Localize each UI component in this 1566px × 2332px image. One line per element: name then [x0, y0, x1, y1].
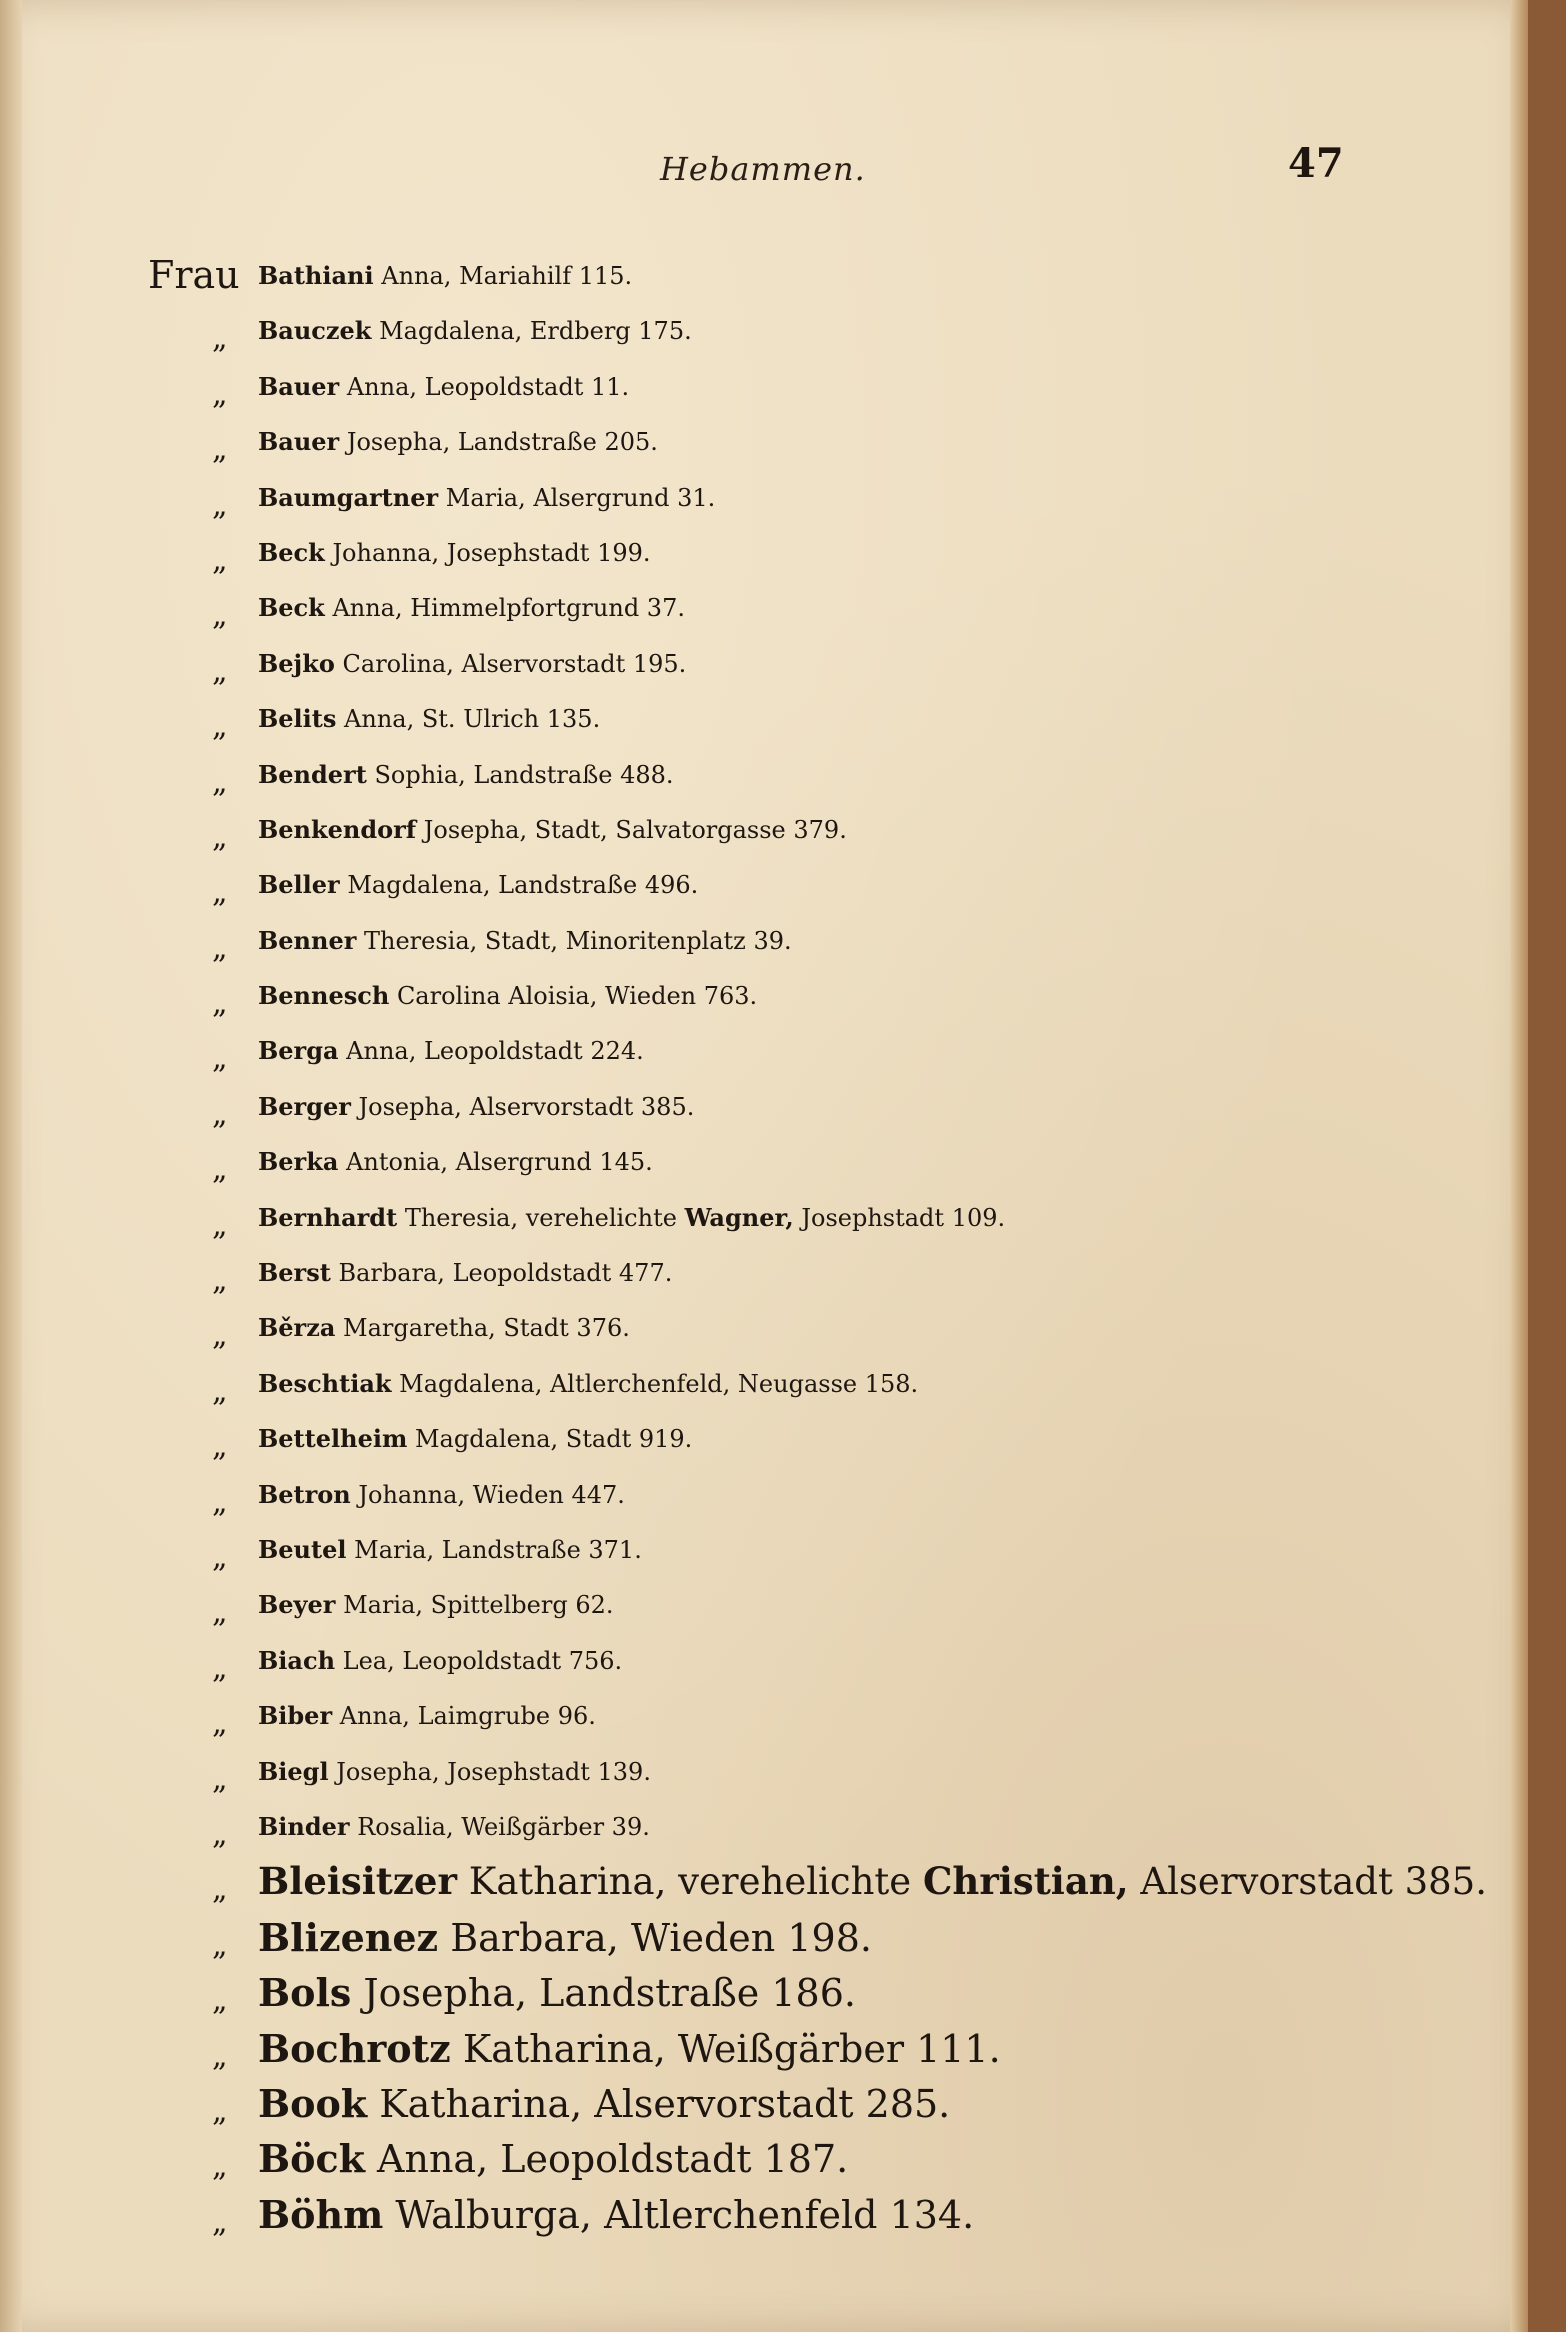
- surname: Bernhardt: [258, 1202, 398, 1232]
- ditto-mark: „: [212, 487, 228, 523]
- surname: Biegl: [258, 1756, 329, 1786]
- ditto-mark: „: [212, 1429, 228, 1465]
- surname: Bols: [258, 1970, 352, 2016]
- entry-details: Anna, Mariahilf 115.: [381, 262, 633, 290]
- entry-details: Katharina, Alservorstadt 285.: [379, 2081, 951, 2126]
- entry-details: Magdalena, Stadt 919.: [414, 1425, 693, 1454]
- ditto-mark: „: [212, 1041, 228, 1077]
- entry-details: Magdalena, Altlerchenfeld, Neugasse 158.: [399, 1369, 919, 1398]
- ditto-mark: „: [212, 1096, 228, 1132]
- surname: Betron: [258, 1479, 351, 1509]
- entry-details: Barbara, Wieden 198.: [450, 1915, 872, 1960]
- surname: Bejko: [258, 648, 335, 678]
- ditto-mark: „: [212, 1983, 228, 2019]
- surname: Bochrotz: [258, 2025, 451, 2071]
- surname: Berga: [258, 1036, 339, 1066]
- entry-details: Carolina, Alservorstadt 195.: [342, 649, 687, 678]
- ditto-mark: „: [212, 1263, 228, 1299]
- ditto-mark: „: [212, 1816, 228, 1852]
- ditto-mark: „: [212, 1706, 228, 1742]
- entry-details: Josepha, Landstraße 205.: [346, 428, 658, 457]
- entry-details: Anna, St. Ulrich 135.: [344, 705, 601, 734]
- list-item: [148, 470, 1487, 525]
- surname: Bleisitzer: [258, 1859, 457, 1904]
- ditto-mark: „: [212, 376, 228, 412]
- surname: Bathiani: [258, 261, 374, 290]
- list-item: [148, 1522, 1487, 1577]
- list-item: [148, 1577, 1487, 1632]
- surname: Belits: [258, 704, 337, 734]
- entry-details: Margaretha, Stadt 376.: [343, 1314, 630, 1343]
- ditto-mark: „: [212, 930, 228, 966]
- entry-details: Rosalia, Weißgärber 39.: [357, 1812, 650, 1841]
- surname: Bauer: [258, 371, 340, 401]
- title-prefix: Frau: [148, 253, 240, 297]
- entry-details: Carolina Aloisia, Wieden 763.: [396, 982, 758, 1011]
- entry-details: Theresia, verehelichte: [404, 1203, 677, 1232]
- entry-details: Maria, Alsergrund 31.: [445, 483, 716, 512]
- list-item: [148, 2131, 1487, 2186]
- ditto-mark: „: [212, 875, 228, 911]
- surname: Böhm: [258, 2191, 384, 2237]
- list-item: [148, 1965, 1487, 2020]
- list-item: [148, 913, 1487, 968]
- surname: Beller: [258, 870, 340, 900]
- entry-details: Johanna, Josephstadt 199.: [332, 538, 651, 567]
- surname: Berger: [258, 1091, 351, 1121]
- entry-details: Josepha, Alservorstadt 385.: [358, 1092, 695, 1121]
- list-item: [148, 1190, 1487, 1245]
- page-number: 47: [1288, 140, 1344, 187]
- list-item: [148, 1688, 1487, 1743]
- surname: Berka: [258, 1147, 339, 1177]
- entry-details: Katharina, Weißgärber 111.: [462, 2026, 1001, 2071]
- ditto-mark: „: [212, 542, 228, 578]
- ditto-mark: „: [212, 1373, 228, 1409]
- entry-details: Anna, Leopoldstadt 187.: [377, 2137, 849, 2182]
- list-item: [148, 857, 1487, 912]
- entry-details: Anna, Himmelpfortgrund 37.: [332, 594, 685, 623]
- surname: Blizenez: [258, 1914, 439, 1960]
- ditto-mark: „: [212, 321, 228, 357]
- entry-details: Sophia, Landstraße 488.: [374, 760, 674, 789]
- list-item: [148, 359, 1487, 414]
- list-item: [148, 1023, 1487, 1078]
- list-item: [148, 1633, 1487, 1688]
- ditto-mark: „: [212, 819, 228, 855]
- ditto-mark: „: [212, 709, 228, 745]
- entry-address: Alservorstadt 385.: [1140, 1860, 1487, 1904]
- list-item: [148, 414, 1487, 469]
- list-item: [148, 1799, 1487, 1854]
- list-item: [148, 747, 1487, 802]
- entry-details: Barbara, Leopoldstadt 477.: [338, 1259, 673, 1288]
- list-item: [148, 303, 1487, 358]
- list-item: [148, 1356, 1487, 1411]
- ditto-mark: „: [212, 653, 228, 689]
- surname: Bauer: [258, 427, 340, 457]
- entry-details: Lea, Leopoldstadt 756.: [342, 1646, 623, 1675]
- list-item: [148, 1467, 1487, 1522]
- surname: Bendert: [258, 759, 367, 789]
- list-item: [148, 1300, 1487, 1355]
- entry-details: Antonia, Alsergrund 145.: [346, 1148, 653, 1177]
- entry-address: Josephstadt 109.: [801, 1203, 1006, 1232]
- surname: Běrza: [258, 1313, 336, 1343]
- ditto-mark: „: [212, 764, 228, 800]
- entry-details: Anna, Leopoldstadt 11.: [346, 372, 630, 401]
- list-item: [148, 580, 1487, 635]
- entry-details: Josepha, Josephstadt 139.: [336, 1757, 651, 1786]
- surname: Bauczek: [258, 316, 372, 346]
- list-item: [148, 1411, 1487, 1466]
- entry-details: Magdalena, Erdberg 175.: [379, 317, 692, 346]
- entry-details: Johanna, Wieden 447.: [358, 1480, 625, 1509]
- ditto-mark: „: [212, 1872, 228, 1908]
- surname: Beutel: [258, 1534, 347, 1564]
- list-item: [148, 2021, 1487, 2076]
- surname: Benner: [258, 925, 357, 955]
- entry-details: Magdalena, Landstraße 496.: [347, 871, 699, 900]
- list-item: [148, 1245, 1487, 1300]
- entry-details: Anna, Laimgrube 96.: [339, 1702, 596, 1731]
- surname: Bettelheim: [258, 1424, 408, 1454]
- surname: Berst: [258, 1258, 331, 1288]
- entry-details: Maria, Spittelberg 62.: [343, 1591, 614, 1620]
- ditto-mark: „: [212, 1650, 228, 1686]
- surname: Beck: [258, 537, 325, 567]
- ditto-mark: „: [212, 2038, 228, 2074]
- surname: Biber: [258, 1701, 333, 1731]
- running-header: Hebammen.: [660, 150, 866, 188]
- ditto-mark: „: [212, 598, 228, 634]
- list-item: [148, 636, 1487, 691]
- entry-details: Katharina, verehelichte: [468, 1860, 912, 1904]
- surname: Beyer: [258, 1590, 336, 1620]
- entry-details: Anna, Leopoldstadt 224.: [346, 1037, 644, 1066]
- page-gutter: [0, 0, 22, 2332]
- list-item: [148, 248, 1487, 303]
- list-item: [148, 691, 1487, 746]
- ditto-mark: „: [212, 1318, 228, 1354]
- list-item: [148, 2076, 1487, 2131]
- entry-details: Josepha, Landstraße 186.: [363, 1971, 856, 2016]
- list-item: [148, 1910, 1487, 1965]
- entry-details: Theresia, Stadt, Minoritenplatz 39.: [364, 926, 792, 955]
- surname: Beck: [258, 593, 325, 623]
- ditto-mark: „: [212, 2149, 228, 2185]
- surname: Bennesch: [258, 981, 390, 1011]
- ditto-mark: „: [212, 2093, 228, 2129]
- ditto-mark: „: [212, 1152, 228, 1188]
- midwife-list: [148, 248, 1487, 2242]
- list-item: [148, 802, 1487, 857]
- married-name: Wagner,: [684, 1202, 794, 1232]
- ditto-mark: „: [212, 986, 228, 1022]
- ditto-mark: „: [212, 2204, 228, 2240]
- surname: Beschtiak: [258, 1368, 392, 1398]
- ditto-mark: „: [212, 1207, 228, 1243]
- ditto-mark: „: [212, 1484, 228, 1520]
- surname: Baumgartner: [258, 482, 439, 512]
- list-item: [148, 1744, 1487, 1799]
- list-item: [148, 968, 1487, 1023]
- surname: Benkendorf: [258, 814, 417, 844]
- ditto-mark: „: [212, 1927, 228, 1963]
- list-item: [148, 1079, 1487, 1134]
- ditto-mark: „: [212, 1595, 228, 1631]
- surname: Book: [258, 2080, 368, 2126]
- list-item: [148, 2187, 1487, 2242]
- surname: Böck: [258, 2136, 365, 2182]
- married-name: Christian,: [922, 1859, 1129, 1904]
- ditto-mark: „: [212, 432, 228, 468]
- ditto-mark: „: [212, 1761, 228, 1797]
- list-item: [148, 525, 1487, 580]
- entry-details: Walburga, Altlerchenfeld 134.: [395, 2192, 975, 2237]
- ditto-mark: „: [212, 1539, 228, 1575]
- entry-details: Josepha, Stadt, Salvatorgasse 379.: [423, 815, 847, 844]
- page-edge: [1510, 0, 1528, 2332]
- list-item: [148, 1134, 1487, 1189]
- surname: Binder: [258, 1811, 350, 1841]
- list-item: [148, 1854, 1487, 1909]
- surname: Biach: [258, 1645, 336, 1675]
- entry-details: Maria, Landstraße 371.: [354, 1535, 642, 1564]
